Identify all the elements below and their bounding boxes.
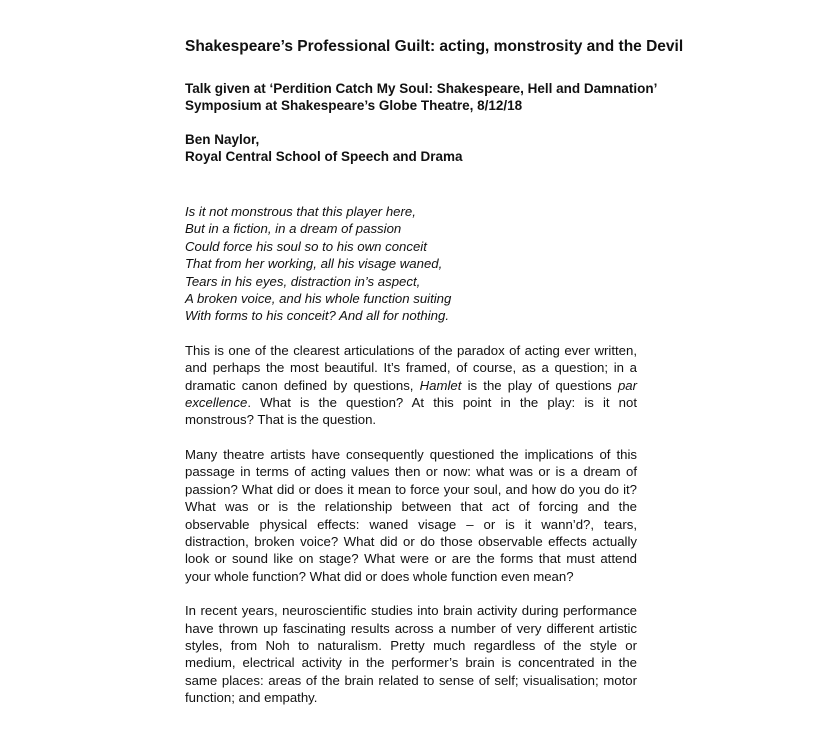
paragraph-1-emphasis-par-excellence: par excellence xyxy=(185,377,637,411)
poem-quote xyxy=(185,203,637,325)
poem-line: But in a fiction, in a dream of passion xyxy=(185,221,402,237)
document-subtitle xyxy=(185,80,658,114)
poem-line: Could force his soul so to his own conceit xyxy=(185,238,427,254)
paragraph-1-emphasis-hamlet: Hamlet xyxy=(419,377,462,393)
subtitle-line-2: Symposium at Shakespeare’s Globe Theatre, 8/12/18 xyxy=(185,98,523,113)
paragraph-3: In recent years, neuroscientific studies into brain activity during performance have thrown up fascinating results across a number of very different artistic styles, from Noh to naturalism. Pretty much regardless of the style or medium, electrical activity in the performer’s brain is concentrated in the same places: areas of the brain related to sense of self; visualisation; motor function; and empathy. xyxy=(185,603,637,706)
paragraph-1-text-a: This is one of the clearest articulations of the paradox of acting ever written, and perhaps the most beautiful. It’s framed, of course, as a question; in a dramatic canon defined by questions, xyxy=(185,342,637,393)
paragraph-1-text-c: . What is the question? At this point in the play: is it not monstrous? That is the question. xyxy=(185,395,637,428)
poem-line: That from her working, all his visage waned, xyxy=(185,256,443,272)
poem-line: Is it not monstrous that this player here, xyxy=(185,204,416,219)
poem-line: Tears in his eyes, distraction in’s aspect, xyxy=(185,273,421,289)
document-body xyxy=(185,36,684,724)
paragraph-1-text-b: is the play of questions xyxy=(461,377,618,393)
author-affiliation: Royal Central School of Speech and Drama xyxy=(185,149,463,164)
paragraph-1 xyxy=(185,342,637,429)
poem-line: With forms to his conceit? And all for nothing. xyxy=(185,308,450,324)
subtitle-line-1: Talk given at ‘Perdition Catch My Soul: Shakespeare, Hell and Damnation’ xyxy=(185,81,658,96)
document-title: Shakespeare’s Professional Guilt: acting, monstrosity and the Devil xyxy=(185,38,684,55)
poem-line: A broken voice, and his whole function suiting xyxy=(185,291,452,307)
author-name: Ben Naylor, xyxy=(185,132,260,147)
paragraph-2: Many theatre artists have consequently questioned the implications of this passage in terms of acting values then or now: what was or is a dream of passion? What did or does it mean to force your soul, and how do you do it? What was or is the relationship between that act of forcing and the observable physical effects: waned visage – or is it wann’d?, tears, distraction, broken voice? What did or do those observable effects actually look or sound like on stage? What were or are the forms that must attend your whole function? What did or does whole function even mean? xyxy=(185,446,637,584)
author-block xyxy=(185,131,637,165)
